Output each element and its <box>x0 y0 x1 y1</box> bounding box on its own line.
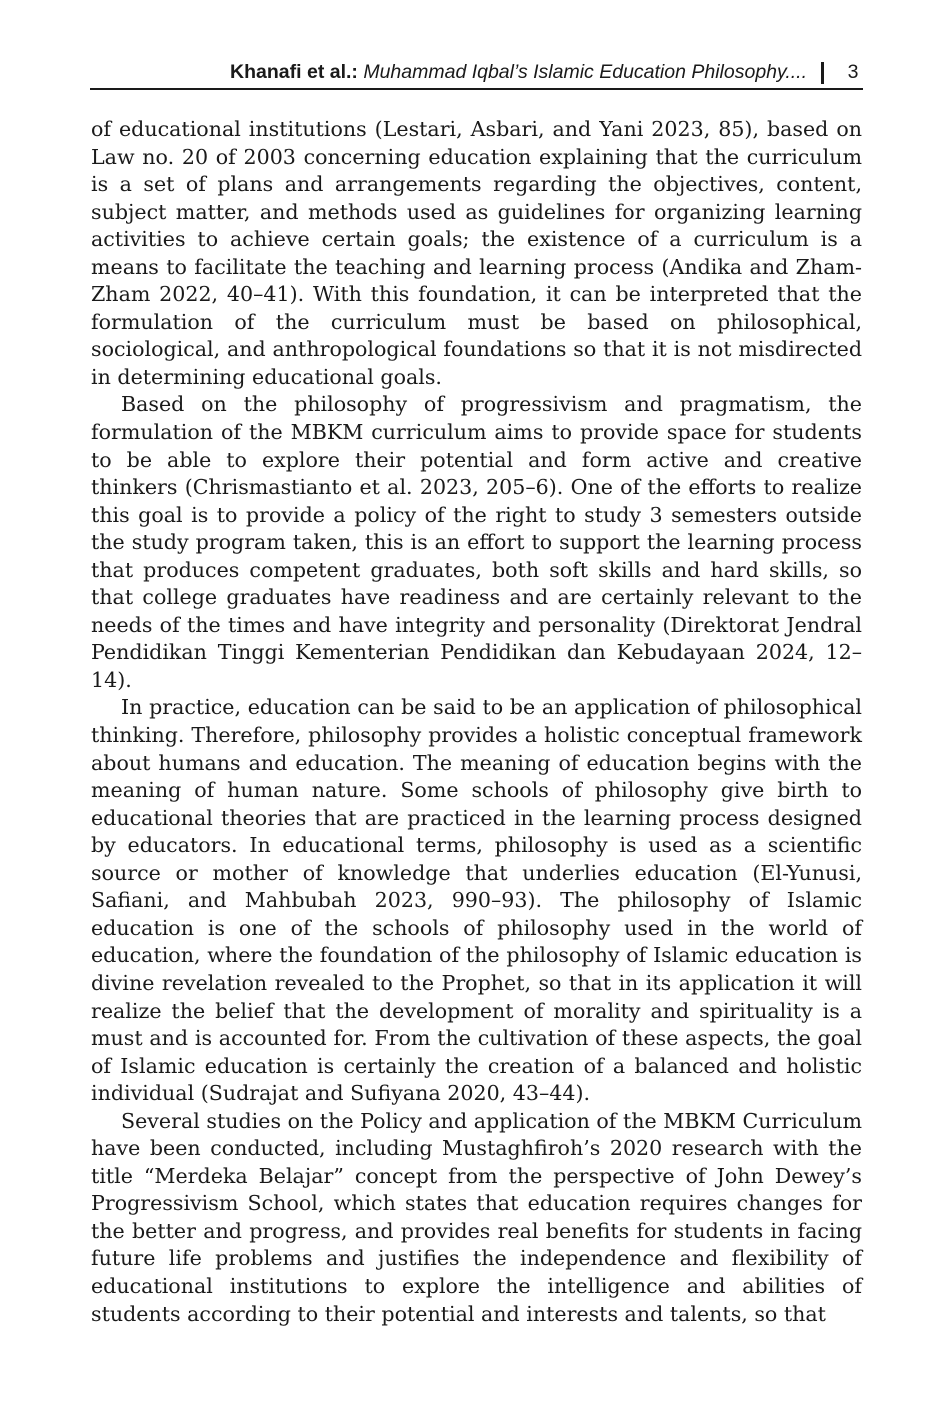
header-authors: Khanafi et al.: <box>230 61 358 83</box>
paragraph: In practice, education can be said to be an application of philosophical thinking. Therefore, philosophy provides a holistic conceptual framework about humans and education. The meaning of education begins with the meaning of human nature. Some schools of philosophy give birth to educational theories that are practiced in the learning process designed by educators. In educational terms, philosophy is used as a scientific source or mother of knowledge that underlies education (El-Yunusi, Safiani, and Mahbubah 2023, 990–93). The philosophy of Islamic education is one of the schools of philosophy used in the world of education, where the foundation of the philosophy of Islamic education is divine revelation revealed to the Prophet, so that in its application it will realize the belief that the development of morality and spirituality is a must and is accounted for. From the cultivation of these aspects, the goal of Islamic education is certainly the creation of a balanced and holistic individual (Sudrajat and Sufiyana 2020, 43–44). <box>91 695 862 1106</box>
paragraph: Several studies on the Policy and application of the MBKM Curriculum have been conducted, including Mustaghfiroh’s 2020 research with the title “Merdeka Belajar” concept from the perspective of John Dewey’s Progressivism School, which states that education requires changes for the better and progress, and provides real benefits for students in facing future life problems and justifies the independence and flexibility of educational institutions to explore the intelligence and abilities of students according to their potential and interests and talents, so that <box>91 1108 862 1326</box>
paragraph: Based on the philosophy of progressivism and pragmatism, the formulation of the MBKM curriculum aims to provide space for students to be able to explore their potential and form active and creative thinkers (Chrismastianto et al. 2023, 205–6). One of the efforts to realize this goal is to provide a policy of the right to study 3 semesters outside the study program taken, this is an effort to support the learning process that produces competent graduates, both soft skills and hard skills, so that college graduates have readiness and are certainly relevant to the needs of the times and have integrity and personality (Direktorat Jendral Pendidikan Tinggi Kementerian Pendidikan dan Kebudayaan 2024, 12–14). <box>91 392 862 692</box>
header-title: Muhammad Iqbal’s Islamic Education Philosophy.... <box>363 61 807 83</box>
page-number: 3 <box>847 61 859 83</box>
running-head-text <box>230 58 807 86</box>
paragraph-continued: of educational institutions (Lestari, Asbari, and Yani 2023, 85), based on Law no. 20 of 2003 concerning education explaining that the curriculum is a set of plans and arrangements regarding the objectives, content, subject matter, and methods used as guidelines for organizing learning activities to achieve certain goals; the existence of a curriculum is a means to facilitate the teaching and learning process (Andika and Zham-Zham 2022, 40–41). With this foundation, it can be interpreted that the formulation of the curriculum must be based on philosophical, sociological, and anthropological foundations so that it is not misdirected in determining educational goals. <box>91 117 862 389</box>
running-header <box>90 58 863 90</box>
body-text <box>91 116 862 1328</box>
header-separator <box>821 62 824 84</box>
